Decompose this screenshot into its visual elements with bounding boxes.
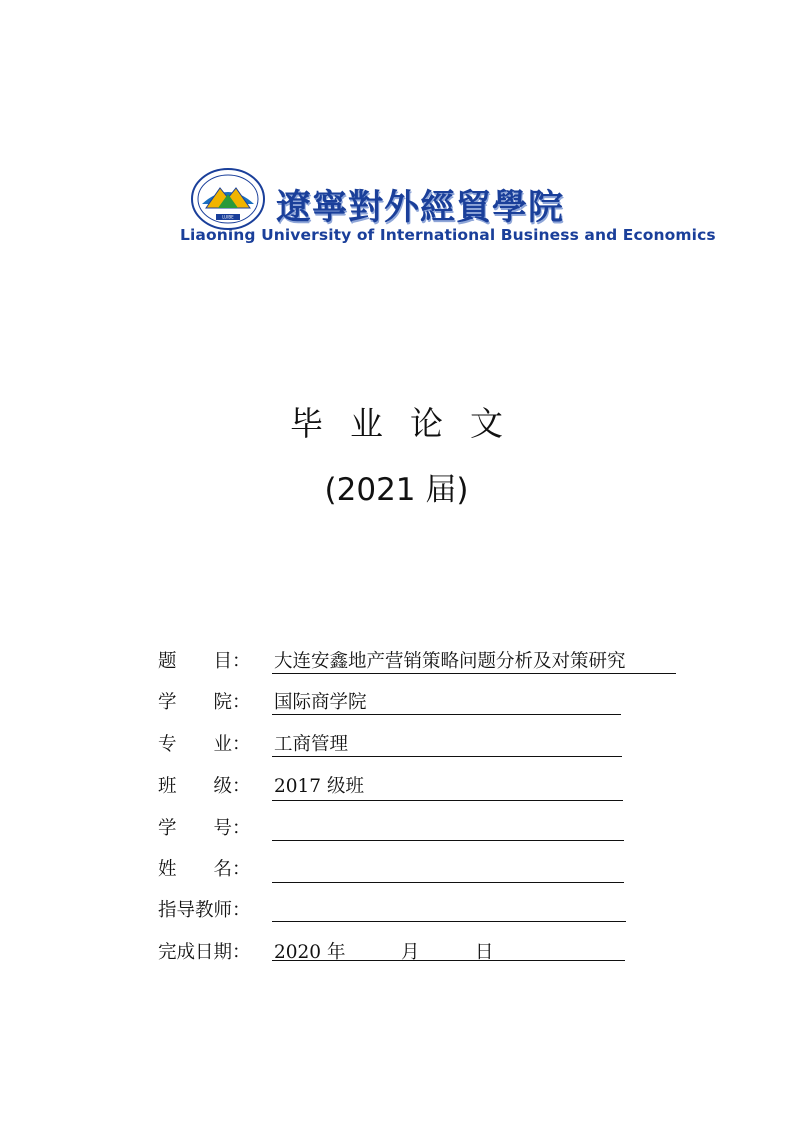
field-value: 2020 年 月 日 [274, 942, 494, 963]
field-label: 学 院： [158, 692, 251, 713]
field-underline [272, 840, 624, 841]
university-name-cn: 遼寧對外經貿學院 [276, 187, 565, 228]
graduation-year: (2021 届) [324, 472, 469, 508]
field-underline [272, 960, 625, 961]
svg-text:LUIBE: LUIBE [222, 214, 234, 220]
field-underline [272, 882, 624, 883]
field-value: 国际商学院 [274, 692, 367, 713]
field-value: 2017 级班 [274, 776, 364, 797]
field-underline [272, 714, 621, 715]
university-emblem-icon [190, 168, 266, 230]
field-underline [272, 921, 626, 922]
field-value: 大连安鑫地产营销策略问题分析及对策研究 [274, 651, 626, 672]
field-label: 完成日期： [158, 942, 251, 963]
field-name [158, 855, 628, 885]
field-value: 工商管理 [274, 734, 349, 755]
field-class [158, 772, 628, 802]
field-label: 学 号： [158, 818, 251, 839]
university-logo [180, 168, 716, 248]
field-underline [272, 756, 622, 757]
field-label: 专 业： [158, 734, 251, 755]
field-underline [272, 800, 623, 801]
field-label: 姓 名： [158, 859, 251, 880]
field-completion-date [158, 938, 628, 968]
university-name-en: Liaoning University of International Business and Economics [180, 226, 716, 244]
field-label: 班 级： [158, 776, 251, 797]
field-label: 题 目： [158, 651, 251, 672]
thesis-title: 毕业论文 [290, 404, 530, 443]
field-underline [272, 673, 676, 674]
field-label: 指导教师： [158, 900, 251, 921]
